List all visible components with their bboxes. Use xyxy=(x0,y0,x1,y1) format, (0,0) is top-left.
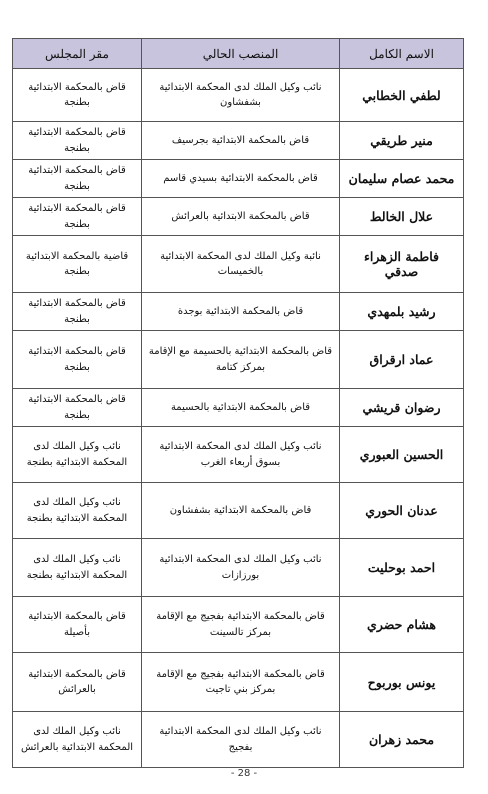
cell-seat: قاض بالمحكمة الابتدائية بالعرائش xyxy=(13,653,142,712)
cell-position: قاض بالمحكمة الابتدائية بسيدي قاسم xyxy=(142,160,340,198)
cell-name: محمد زهران xyxy=(340,712,464,768)
table-row xyxy=(13,597,464,653)
table-row xyxy=(13,122,464,160)
cell-position: نائب وكيل الملك لدى المحكمة الابتدائية بورزازات xyxy=(142,539,340,597)
cell-name: علال الخالط xyxy=(340,198,464,236)
table-row xyxy=(13,427,464,483)
cell-seat: قاض بالمحكمة الابتدائية بطنجة xyxy=(13,389,142,427)
cell-name: محمد عصام سليمان xyxy=(340,160,464,198)
table-row xyxy=(13,653,464,712)
cell-position: قاض بالمحكمة الابتدائية بفجيج مع الإقامة بمركز تالسينت xyxy=(142,597,340,653)
cell-name: لطفي الخطابي xyxy=(340,69,464,122)
cell-seat: نائب وكيل الملك لدى المحكمة الابتدائية بطنجة xyxy=(13,483,142,539)
cell-position: قاض بالمحكمة الابتدائية بالحسيمة مع الإقامة بمركز كتامة xyxy=(142,331,340,389)
cell-seat: قاض بالمحكمة الابتدائية بطنجة xyxy=(13,198,142,236)
cell-seat: نائب وكيل الملك لدى المحكمة الابتدائية بطنجة xyxy=(13,539,142,597)
appointments-table-container xyxy=(12,38,463,768)
cell-seat: نائب وكيل الملك لدى المحكمة الابتدائية بطنجة xyxy=(13,427,142,483)
cell-seat: قاض بالمحكمة الابتدائية بطنجة xyxy=(13,122,142,160)
cell-position: نائب وكيل الملك لدى المحكمة الابتدائية بشفشاون xyxy=(142,69,340,122)
cell-name: عدنان الحوري xyxy=(340,483,464,539)
cell-seat: قاض بالمحكمة الابتدائية بطنجة xyxy=(13,69,142,122)
table-header-row xyxy=(13,39,464,69)
cell-position: نائبة وكيل الملك لدى المحكمة الابتدائية بالخميسات xyxy=(142,236,340,293)
table-row xyxy=(13,69,464,122)
cell-name: احمد بوحليت xyxy=(340,539,464,597)
table-row xyxy=(13,236,464,293)
table-row xyxy=(13,198,464,236)
table-row xyxy=(13,539,464,597)
table-row xyxy=(13,160,464,198)
cell-position: قاض بالمحكمة الابتدائية بالحسيمة xyxy=(142,389,340,427)
table-row xyxy=(13,331,464,389)
cell-position: قاض بالمحكمة الابتدائية بجرسيف xyxy=(142,122,340,160)
cell-name: الحسين العبوري xyxy=(340,427,464,483)
cell-seat: قاض بالمحكمة الابتدائية بطنجة xyxy=(13,160,142,198)
page-number: - 28 - xyxy=(230,768,258,779)
cell-position: قاض بالمحكمة الابتدائية بشفشاون xyxy=(142,483,340,539)
cell-seat: نائب وكيل الملك لدى المحكمة الابتدائية بالعرائش xyxy=(13,712,142,768)
cell-name: رشيد بلمهدي xyxy=(340,293,464,331)
cell-seat: قاضية بالمحكمة الابتدائية بطنجة xyxy=(13,236,142,293)
cell-name: عماد ارقراق xyxy=(340,331,464,389)
cell-position: قاض بالمحكمة الابتدائية بفجيج مع الإقامة بمركز بني تاجيت xyxy=(142,653,340,712)
table-row xyxy=(13,389,464,427)
cell-position: نائب وكيل الملك لدى المحكمة الابتدائية بسوق أربعاء الغرب xyxy=(142,427,340,483)
cell-name: منير طريقي xyxy=(340,122,464,160)
table-row xyxy=(13,712,464,768)
cell-position: نائب وكيل الملك لدى المحكمة الابتدائية بفجيج xyxy=(142,712,340,768)
table-row xyxy=(13,293,464,331)
cell-seat: قاض بالمحكمة الابتدائية بطنجة xyxy=(13,331,142,389)
header-current-position: المنصب الحالي xyxy=(142,39,340,69)
appointments-table xyxy=(12,38,464,768)
cell-name: فاطمة الزهراء صدقي xyxy=(340,236,464,293)
header-full-name: الاسم الكامل xyxy=(340,39,464,69)
cell-name: رضوان قريشي xyxy=(340,389,464,427)
table-row xyxy=(13,483,464,539)
cell-seat: قاض بالمحكمة الابتدائية بطنجة xyxy=(13,293,142,331)
cell-position: قاض بالمحكمة الابتدائية بوجدة xyxy=(142,293,340,331)
cell-name: يونس بوربوح xyxy=(340,653,464,712)
cell-seat: قاض بالمحكمة الابتدائية بأصيلة xyxy=(13,597,142,653)
header-council-seat: مقر المجلس xyxy=(13,39,142,69)
cell-name: هشام حضري xyxy=(340,597,464,653)
cell-position: قاض بالمحكمة الابتدائية بالعرائش xyxy=(142,198,340,236)
